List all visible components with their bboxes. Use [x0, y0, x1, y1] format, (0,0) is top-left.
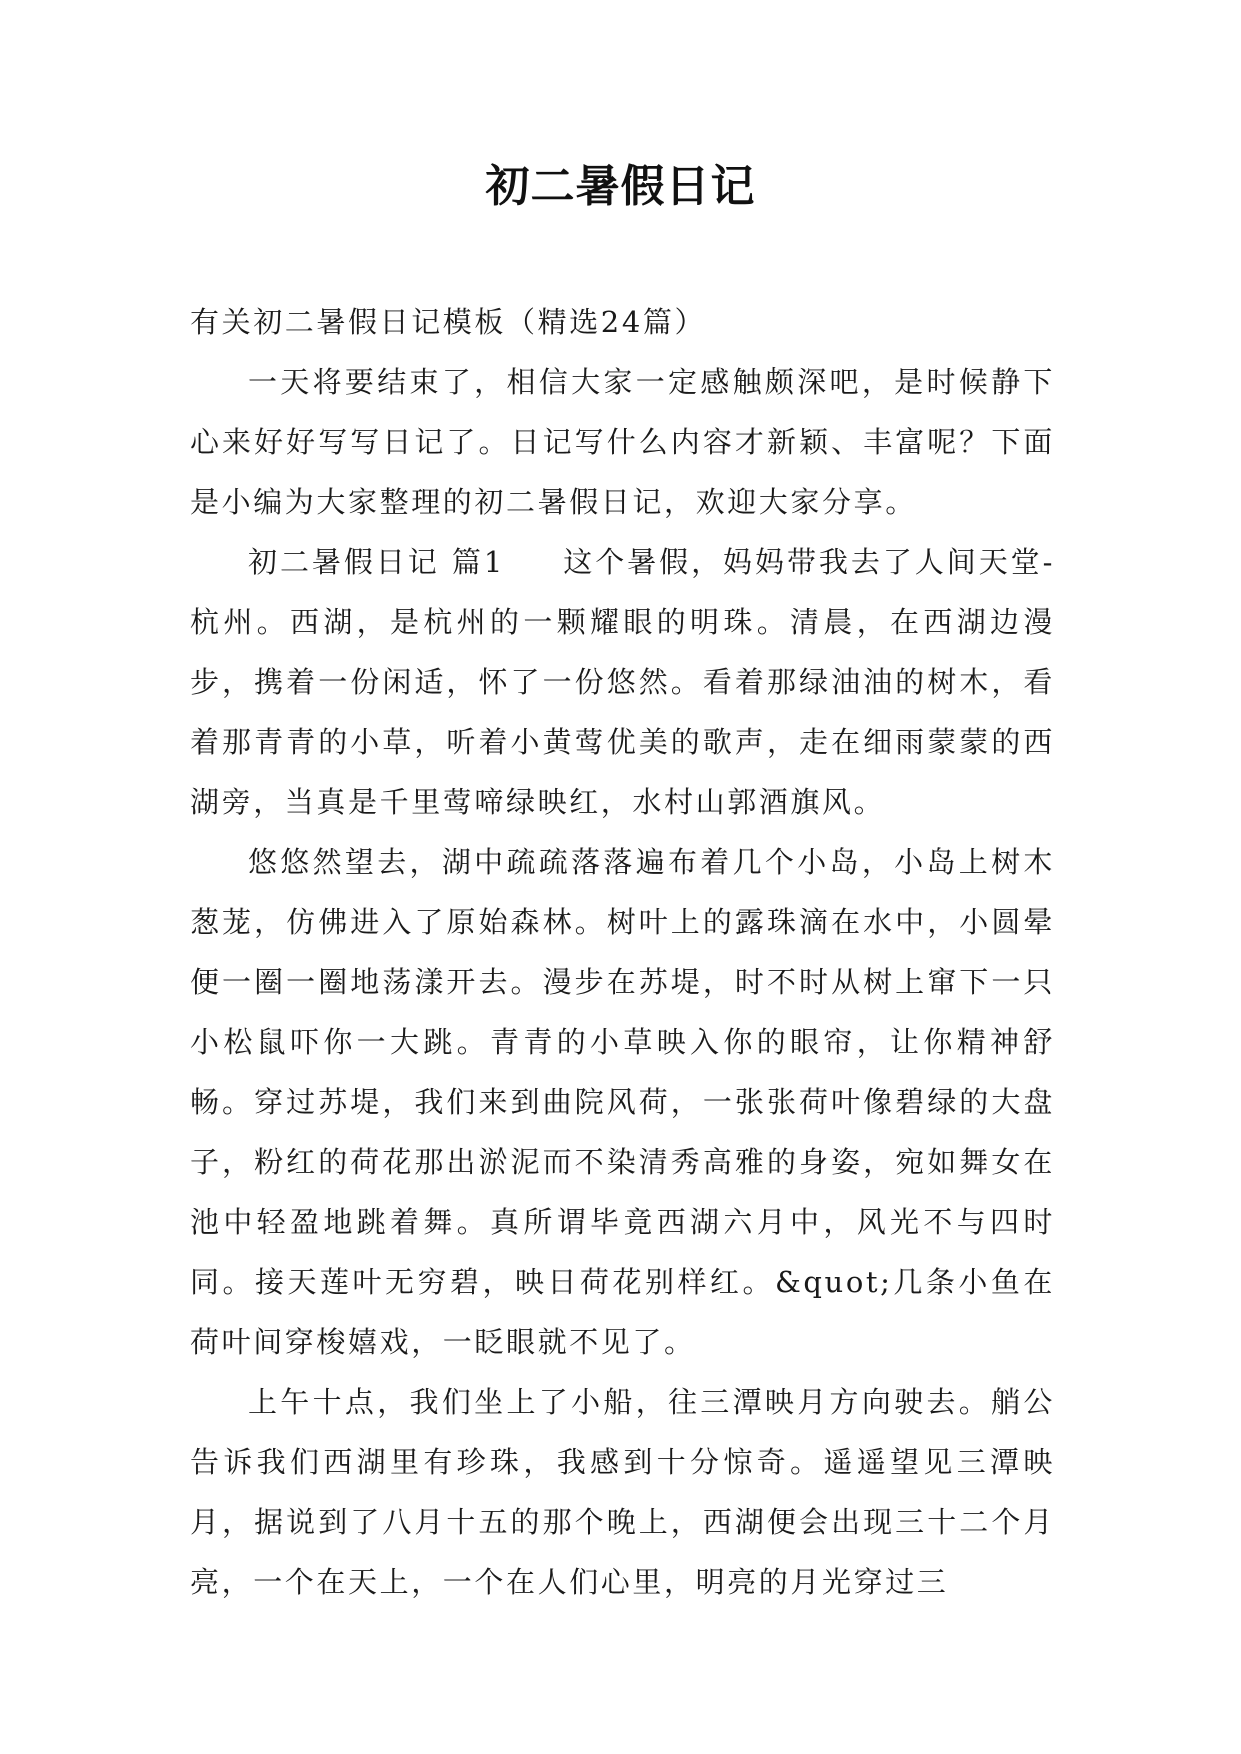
intro-paragraph: 一天将要结束了，相信大家一定感触颇深吧，是时候静下心来好好写写日记了。日记写什么内容才新颖、丰富呢？下面是小编为大家整理的初二暑假日记，欢迎大家分享。: [190, 365, 1055, 519]
section-heading: 初二暑假日记 篇1: [248, 545, 505, 579]
document-title: 初二暑假日记: [485, 161, 756, 212]
document-subtitle: 有关初二暑假日记模板（精选24篇）: [190, 305, 707, 339]
body-paragraph-1: 这个暑假，妈妈带我去了人间天堂-杭州。西湖，是杭州的一颗耀眼的明珠。清晨，在西湖边漫步，携着一份闲适，怀了一份悠然。看着那绿油油的树木，看着那青青的小草，听着小黄莺优美的歌声，走在细雨蒙蒙的西湖旁，当真是千里莺啼绿映红，水村山郭酒旗风。: [190, 545, 1055, 819]
body-paragraph-3: 上午十点，我们坐上了小船，往三潭映月方向驶去。艄公告诉我们西湖里有珍珠，我感到十分惊奇。遥遥望见三潭映月，据说到了八月十五的那个晚上，西湖便会出现三十二个月亮，一个在天上，一个在人们心里，明亮的月光穿过三: [190, 1385, 1055, 1599]
document-body: [190, 292, 1055, 1612]
body-paragraph-2: 悠悠然望去，湖中疏疏落落遍布着几个小岛，小岛上树木葱茏，仿佛进入了原始森林。树叶上的露珠滴在水中，小圆晕便一圈一圈地荡漾开去。漫步在苏堤，时不时从树上窜下一只小松鼠吓你一大跳。青青的小草映入你的眼帘，让你精神舒畅。穿过苏堤，我们来到曲院风荷，一张张荷叶像碧绿的大盘子，粉红的荷花那出淤泥而不染清秀高雅的身姿，宛如舞女在池中轻盈地跳着舞。真所谓毕竟西湖六月中，风光不与四时同。接天莲叶无穷碧，映日荷花别样红。&quot;几条小鱼在荷叶间穿梭嬉戏，一眨眼就不见了。: [190, 845, 1055, 1359]
section-1-paragraph: [190, 532, 1055, 832]
